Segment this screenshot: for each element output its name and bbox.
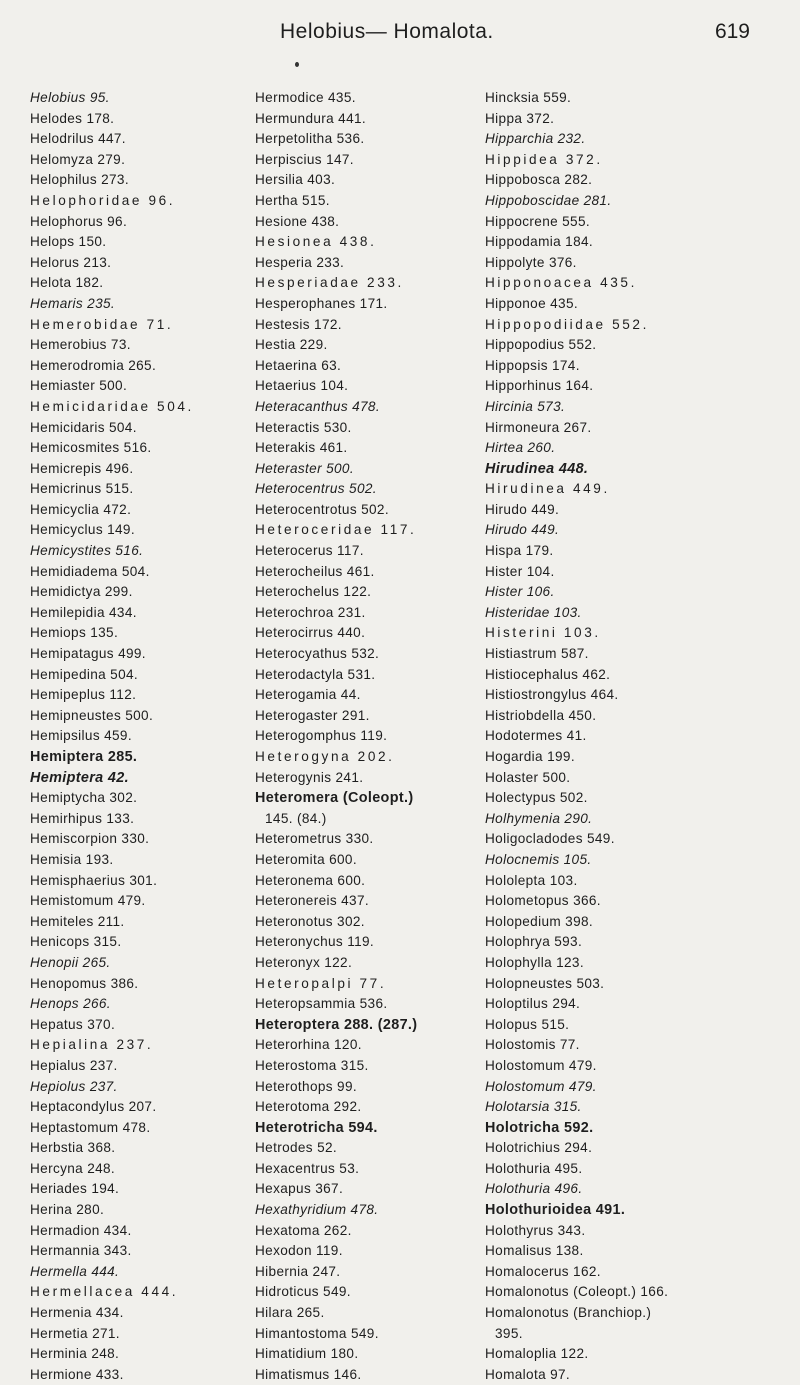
index-entry: Homalonotus (Branchiop.): [485, 1305, 652, 1321]
index-entry: Helodes 178.: [30, 110, 115, 126]
index-entry: Hermodice 435.: [255, 90, 356, 105]
index-entry: Hemipsilus 459.: [30, 728, 132, 744]
index-entry: Heterocentrotus 502.: [255, 501, 389, 517]
index-entry: Himatidium 180.: [255, 1346, 359, 1362]
index-entry: Hircinia 573.: [485, 398, 566, 414]
index-entry: Hemiaster 500.: [30, 378, 128, 394]
index-entry: Hippa 372.: [485, 110, 555, 126]
index-entry: Hexodon 119.: [255, 1243, 343, 1259]
index-entry: Heterodactyla 531.: [255, 666, 376, 682]
index-entry: Hibernia 247.: [255, 1263, 341, 1279]
index-entry: Histriobdella 450.: [485, 707, 597, 723]
index-entry: Heterorhina 120.: [255, 1037, 362, 1053]
index-entry: Heptacondylus 207.: [30, 1099, 157, 1115]
index-entry: Hemiptycha 302.: [30, 790, 138, 806]
index-entry: Hepatus 370.: [30, 1016, 116, 1032]
index-entry: Hercyna 248.: [30, 1160, 116, 1176]
index-entry: Hemidictya 299.: [30, 584, 133, 600]
index-entry: Hexacentrus 53.: [255, 1160, 360, 1176]
index-entry: Herbstia 368.: [30, 1140, 116, 1156]
index-entry: Hemerobidae 71.: [30, 316, 174, 332]
index-entry: Hispa 179.: [485, 543, 554, 559]
index-entry: Hexatoma 262.: [255, 1222, 352, 1238]
index-entry: Heteronema 600.: [255, 872, 366, 888]
index-entry: Hirtea 260.: [485, 440, 556, 456]
index-entry: Hololepta 103.: [485, 872, 578, 888]
index-entry: Helota 182.: [30, 275, 104, 291]
index-entry: Heteracanthus 478.: [255, 398, 380, 414]
index-entry: Heterochroa 231.: [255, 604, 366, 620]
index-entry: Heterotricha 594.: [255, 1119, 378, 1136]
index-entry: Hemaris 235.: [30, 295, 116, 311]
index-entry: Heteromera (Coleopt.): [255, 790, 414, 807]
index-entry: Henopomus 386.: [30, 975, 139, 991]
index-entry: Heterogamia 44.: [255, 687, 361, 703]
index-entry-continuation: 145. (84.): [265, 810, 327, 826]
index-entry: Holometopus 366.: [485, 893, 601, 909]
index-entry: Hertha 515.: [255, 192, 330, 208]
index-entry: Heteroceridae 117.: [255, 522, 417, 538]
index-entry: Hepiolus 237.: [30, 1078, 118, 1094]
index-entry: Heterocirrus 440.: [255, 625, 366, 641]
index-entry: Holothyrus 343.: [485, 1222, 586, 1238]
index-entry: Heteractis 530.: [255, 419, 352, 435]
index-entry: Helomyza 279.: [30, 151, 126, 167]
index-entry: Holothuria 496.: [485, 1181, 583, 1197]
index-entry: Holocnemis 105.: [485, 851, 592, 867]
index-entry: Heterocyathus 532.: [255, 646, 380, 662]
index-entry: Histiocephalus 462.: [485, 666, 611, 682]
index-entry: Holopneustes 503.: [485, 975, 605, 991]
index-entry: Hemiscorpion 330.: [30, 831, 150, 847]
index-entry: Heterochelus 122.: [255, 584, 372, 600]
index-entry: Heteromita 600.: [255, 851, 357, 867]
index-entry: Heterostoma 315.: [255, 1057, 369, 1073]
index-entry: Hemerodromia 265.: [30, 357, 157, 373]
index-entry: Henopii 265.: [30, 954, 111, 970]
index-entry: Hemipatagus 499.: [30, 646, 146, 662]
index-entry: Heterocheilus 461.: [255, 563, 375, 579]
index-entry: Holothuria 495.: [485, 1160, 583, 1176]
index-entry: Himantostoma 549.: [255, 1325, 379, 1341]
index-entry: Helophilus 273.: [30, 172, 129, 188]
index-entry: Heteronereis 437.: [255, 893, 370, 909]
print-dot: [295, 62, 299, 67]
index-entry: Holectypus 502.: [485, 790, 588, 806]
page-header: [0, 12, 800, 52]
index-entry: Henops 266.: [30, 996, 111, 1012]
index-entry: Hirudinea 449.: [485, 481, 610, 497]
index-entry: Heterotoma 292.: [255, 1099, 362, 1115]
index-entry: Histerini 103.: [485, 625, 601, 641]
index-entry: Homalocerus 162.: [485, 1263, 601, 1279]
index-entry: Homaloplia 122.: [485, 1346, 589, 1362]
index-entry: Hipponoe 435.: [485, 295, 578, 311]
index-entry: Heterocentrus 502.: [255, 481, 377, 497]
index-entry: Hemipeplus 112.: [30, 687, 137, 703]
index-entry: Hemicidaris 504.: [30, 419, 137, 435]
index-entry: Hippopsis 174.: [485, 357, 580, 373]
index-entry: Hemisia 193.: [30, 851, 114, 867]
index-entry: Hippoboscidae 281.: [485, 192, 612, 208]
index-entry: Heterometrus 330.: [255, 831, 374, 847]
index-entry: Hidroticus 549.: [255, 1284, 351, 1300]
index-entry: Herpetolitha 536.: [255, 131, 365, 147]
index-entry: Hirudinea 448.: [485, 460, 589, 477]
index-entry: Helophoridae 96.: [30, 192, 176, 208]
index-entry: Holothurioidea 491.: [485, 1202, 626, 1219]
index-entry: Hippocrene 555.: [485, 213, 591, 229]
index-entry: Hepialina 237.: [30, 1037, 154, 1053]
index-entry: Holopedium 398.: [485, 913, 594, 929]
index-entry: Hister 104.: [485, 563, 555, 579]
index-entry: Hemicosmites 516.: [30, 440, 152, 456]
index-entry: Heriades 194.: [30, 1181, 120, 1197]
index-entry: Hemiteles 211.: [30, 913, 125, 929]
index-entry: Hermundura 441.: [255, 110, 367, 126]
index-entry: Helops 150.: [30, 234, 107, 250]
index-entry: Hippopodius 552.: [485, 337, 597, 353]
index-entry: Helophorus 96.: [30, 213, 128, 229]
index-entry: Heterogomphus 119.: [255, 728, 388, 744]
index-entry: Hipporhinus 164.: [485, 378, 594, 394]
index-columns: [30, 88, 780, 1382]
index-entry: Hesione 438.: [255, 213, 340, 229]
index-entry: Holostomum 479.: [485, 1057, 597, 1073]
index-entry: Hippopodiidae 552.: [485, 316, 649, 332]
index-entry: Homalisus 138.: [485, 1243, 584, 1259]
index-entry: Hesperia 233.: [255, 254, 345, 270]
index-entry: Holostomis 77.: [485, 1037, 580, 1053]
index-entry: Herminia 248.: [30, 1346, 120, 1362]
index-entry: Hermione 433.: [30, 1366, 124, 1382]
page-number: 619: [714, 20, 750, 43]
index-entry: Hemirhipus 133.: [30, 810, 135, 826]
index-entry: Hemistomum 479.: [30, 893, 146, 909]
index-entry: Hemicyclus 149.: [30, 522, 135, 538]
index-entry: Heteroptera 288. (287.): [255, 1016, 418, 1033]
index-entry: Hesperiadae 233.: [255, 275, 404, 291]
index-entry: Holhymenia 290.: [485, 810, 593, 826]
index-entry: Hemicystites 516.: [30, 543, 144, 559]
index-entry: Hirmoneura 267.: [485, 419, 592, 435]
index-entry: Heteropsammia 536.: [255, 996, 388, 1012]
index-entry: Hexapus 367.: [255, 1181, 344, 1197]
index-entry: Heterocerus 117.: [255, 543, 364, 559]
index-entry: Holophrya 593.: [485, 934, 583, 950]
index-entry: Heterogyna 202.: [255, 749, 395, 764]
index-entry: Henicops 315.: [30, 934, 122, 950]
index-entry: Hipparchia 232.: [485, 131, 586, 147]
index-entry: Hilara 265.: [255, 1305, 325, 1321]
index-entry: Hodotermes 41.: [485, 728, 587, 744]
index-entry: Heterothops 99.: [255, 1078, 357, 1094]
index-entry: Holotrichius 294.: [485, 1140, 593, 1156]
index-column-3: [485, 88, 721, 1385]
index-entry: Hemicyclia 472.: [30, 501, 132, 517]
index-entry: Hemisphaerius 301.: [30, 872, 158, 888]
index-entry: Heterogaster 291.: [255, 707, 370, 723]
index-entry: Heteronotus 302.: [255, 913, 365, 929]
index-entry: Heptastomum 478.: [30, 1119, 151, 1135]
index-entry: Hippidea 372.: [485, 151, 603, 167]
index-entry: Hemilepidia 434.: [30, 604, 137, 620]
index-entry: Homalonotus (Coleopt.) 166.: [485, 1284, 669, 1300]
index-entry: Hetaerius 104.: [255, 378, 349, 394]
index-entry: Hippolyte 376.: [485, 254, 577, 270]
index-entry: Histeridae 103.: [485, 604, 582, 620]
index-entry: Holopus 515.: [485, 1016, 570, 1032]
index-entry: Herina 280.: [30, 1202, 105, 1218]
index-entry-continuation: 395.: [495, 1325, 523, 1341]
index-entry: Hemicrepis 496.: [30, 460, 134, 476]
index-entry: Helorus 213.: [30, 254, 112, 270]
index-entry: Hermella 444.: [30, 1263, 120, 1279]
index-entry: Helobius 95.: [30, 90, 110, 105]
index-entry: Hetaerina 63.: [255, 357, 342, 373]
index-entry: Hirudo 449.: [485, 501, 560, 517]
index-entry: Hipponoacea 435.: [485, 275, 637, 291]
index-entry: Holigocladodes 549.: [485, 831, 615, 847]
index-entry: Hemiops 135.: [30, 625, 119, 641]
index-entry: Hermetia 271.: [30, 1325, 120, 1341]
index-entry: Hemipneustes 500.: [30, 707, 154, 723]
index-entry: Holostomum 479.: [485, 1078, 597, 1094]
index-entry: Hemidiadema 504.: [30, 563, 150, 579]
running-title: Helobius— Homalota.: [280, 20, 494, 43]
index-entry: Heterakis 461.: [255, 440, 348, 456]
index-entry: Hesperophanes 171.: [255, 295, 388, 311]
index-entry: Hexathyridium 478.: [255, 1202, 379, 1218]
index-entry: Hemiptera 285.: [30, 749, 138, 765]
index-entry: Hetrodes 52.: [255, 1140, 338, 1156]
index-entry: Hemipedina 504.: [30, 666, 139, 682]
index-column-1: [30, 88, 266, 1385]
index-entry: Hermannia 343.: [30, 1243, 132, 1259]
index-entry: Holophylla 123.: [485, 954, 584, 970]
index-entry: Hepialus 237.: [30, 1057, 118, 1073]
index-entry: Homalota 97.: [485, 1366, 571, 1382]
index-entry: Heteropalpi 77.: [255, 975, 387, 991]
index-entry: Holotricha 592.: [485, 1119, 594, 1136]
index-entry: Hister 106.: [485, 584, 555, 600]
index-entry: Hestesis 172.: [255, 316, 342, 332]
index-entry: Hippobosca 282.: [485, 172, 593, 188]
index-entry: Histiastrum 587.: [485, 646, 589, 662]
index-entry: Hestia 229.: [255, 337, 328, 353]
index-entry: Heteronychus 119.: [255, 934, 375, 950]
index-entry: Hemicrinus 515.: [30, 481, 134, 497]
index-entry: Holotarsia 315.: [485, 1099, 582, 1115]
index-entry: Hirudo 449.: [485, 522, 560, 538]
index-entry: Hogardia 199.: [485, 749, 575, 764]
index-entry: Hemiptera 42.: [30, 769, 129, 786]
index-entry: Hemerobius 73.: [30, 337, 131, 353]
index-entry: Hincksia 559.: [485, 90, 572, 105]
index-entry: Himatismus 146.: [255, 1366, 362, 1382]
index-column-2: [255, 88, 491, 1385]
index-entry: Histiostrongylus 464.: [485, 687, 619, 703]
index-entry: Helodrilus 447.: [30, 131, 126, 147]
index-entry: Hermellacea 444.: [30, 1284, 179, 1300]
index-entry: Holaster 500.: [485, 769, 571, 785]
index-entry: Hermenia 434.: [30, 1305, 124, 1321]
index-entry: Hersilia 403.: [255, 172, 336, 188]
index-entry: Herpiscius 147.: [255, 151, 354, 167]
index-entry: Hesionea 438.: [255, 234, 377, 250]
index-entry: Holoptilus 294.: [485, 996, 581, 1012]
index-entry: Heterogynis 241.: [255, 769, 364, 785]
index-entry: Hermadion 434.: [30, 1222, 132, 1238]
index-entry: Hippodamia 184.: [485, 234, 594, 250]
index-entry: Heteraster 500.: [255, 460, 354, 476]
index-entry: Heteronyx 122.: [255, 954, 353, 970]
index-entry: Hemicidaridae 504.: [30, 398, 194, 414]
